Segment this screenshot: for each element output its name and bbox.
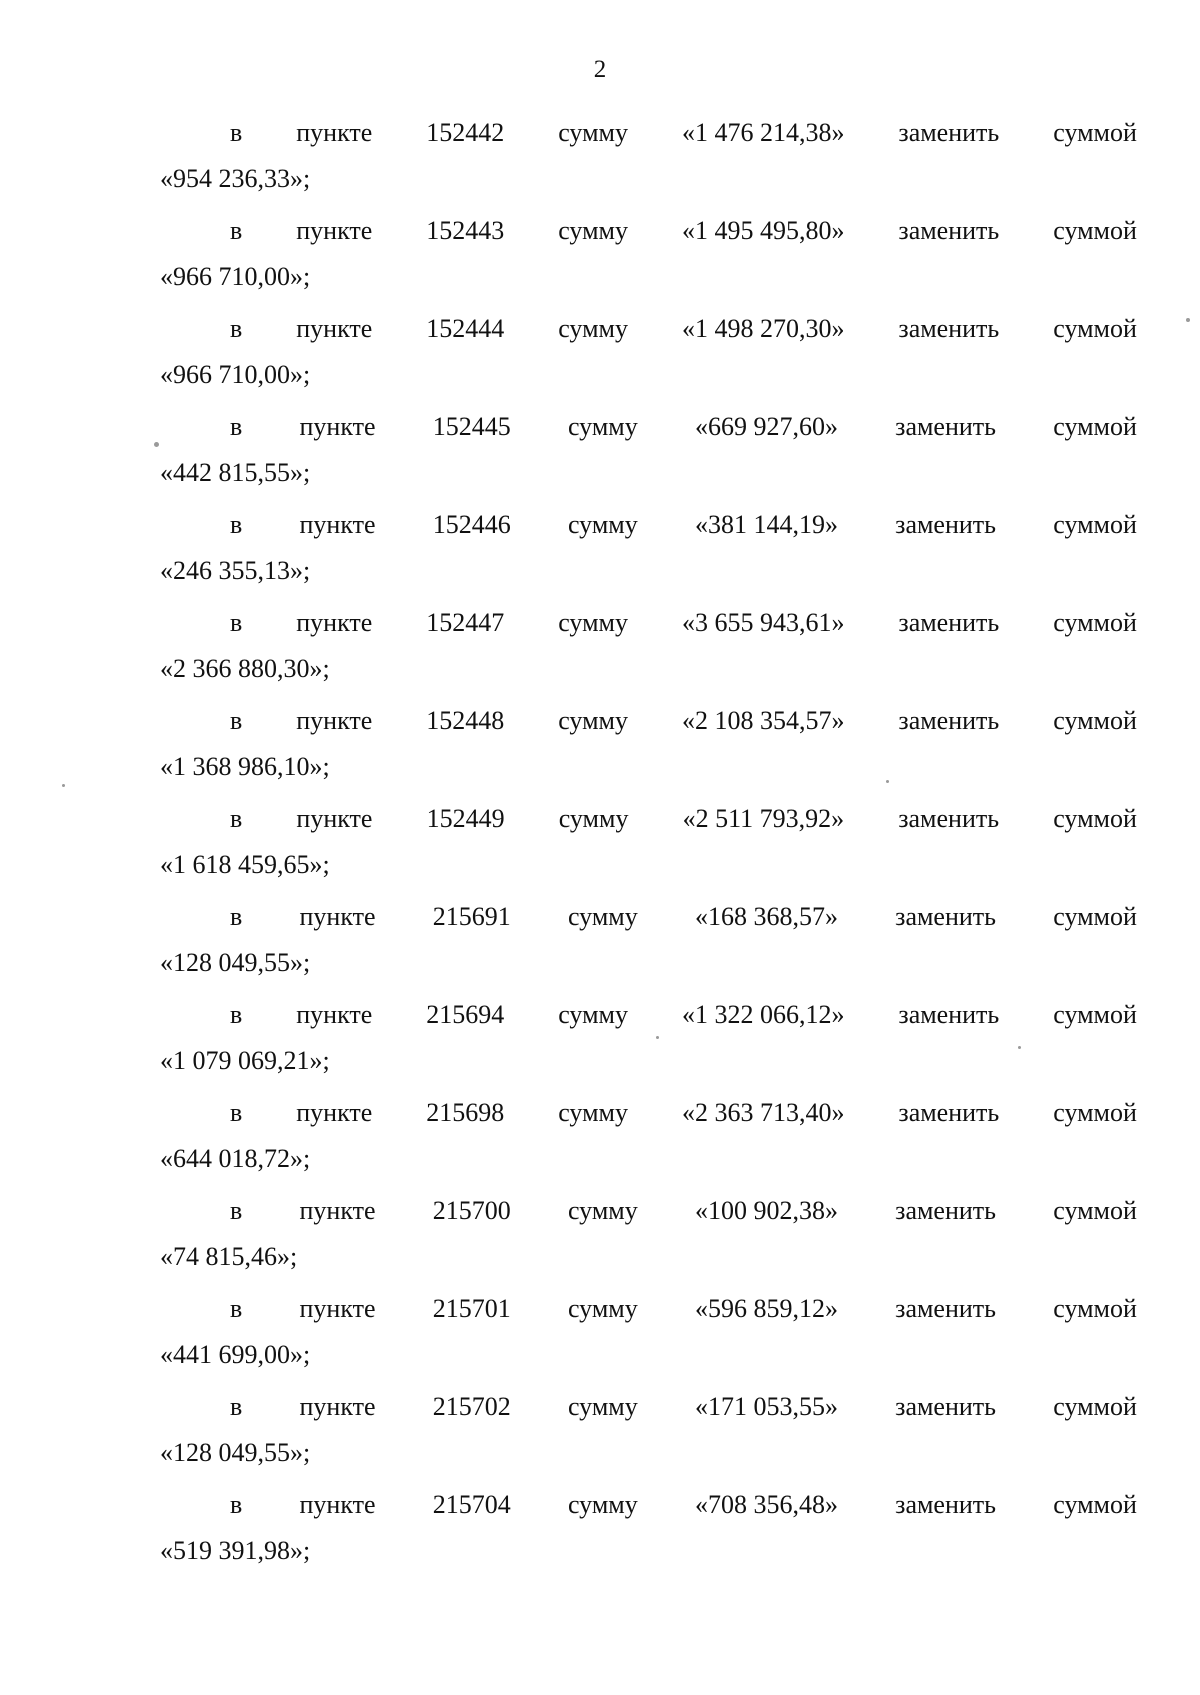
scan-speck	[886, 780, 889, 783]
item-number: 152447	[426, 608, 505, 637]
with-sum-word: суммой	[1053, 1098, 1137, 1127]
in-word: в	[230, 216, 243, 245]
item-word: пункте	[296, 1098, 373, 1127]
old-sum: «100 902,38»	[694, 1196, 838, 1225]
item-number: 215698	[426, 1098, 505, 1127]
with-sum-word: суммой	[1053, 314, 1137, 343]
new-sum: «954 236,33»;	[160, 164, 311, 193]
with-sum-word: суммой	[1053, 118, 1137, 147]
item-number: 152449	[426, 804, 505, 833]
amendment-line	[230, 216, 1137, 246]
replace-word: заменить	[898, 314, 1000, 343]
in-word: в	[230, 608, 243, 637]
item-number: 152442	[426, 118, 505, 147]
sum-word: сумму	[567, 412, 638, 441]
scan-speck	[1018, 1046, 1021, 1049]
with-sum-word: суммой	[1053, 1392, 1137, 1421]
item-word: пункте	[299, 1196, 376, 1225]
sum-word: сумму	[558, 608, 628, 637]
amendment-line	[230, 608, 1137, 638]
item-number: 215694	[426, 1000, 505, 1029]
in-word: в	[230, 118, 243, 147]
amendment-item	[0, 1294, 1200, 1394]
new-sum: «966 710,00»;	[160, 360, 311, 389]
amendment-line	[230, 412, 1137, 442]
item-word: пункте	[299, 902, 376, 931]
sum-word: сумму	[558, 804, 629, 833]
with-sum-word: суммой	[1053, 216, 1137, 245]
item-number: 152448	[426, 706, 505, 735]
item-word: пункте	[296, 314, 373, 343]
with-sum-word: суммой	[1053, 902, 1137, 931]
replace-word: заменить	[898, 118, 1000, 147]
replace-word: заменить	[895, 902, 997, 931]
item-number: 152445	[432, 412, 511, 441]
in-word: в	[230, 1294, 243, 1323]
item-word: пункте	[296, 216, 373, 245]
item-word: пункте	[296, 706, 373, 735]
sum-word: сумму	[567, 1392, 638, 1421]
in-word: в	[230, 804, 243, 833]
old-sum: «1 476 214,38»	[681, 118, 845, 147]
new-sum: «519 391,98»;	[160, 1536, 311, 1565]
new-sum: «1 618 459,65»;	[160, 850, 330, 879]
sum-word: сумму	[558, 314, 628, 343]
old-sum: «3 655 943,61»	[681, 608, 845, 637]
replace-word: заменить	[895, 1294, 997, 1323]
sum-word: сумму	[567, 1196, 638, 1225]
amendment-line	[230, 1196, 1137, 1226]
new-sum: «74 815,46»;	[160, 1242, 298, 1271]
with-sum-word: суммой	[1053, 1196, 1137, 1225]
sum-word: сумму	[558, 1000, 628, 1029]
scan-speck	[656, 1036, 659, 1039]
replace-word: заменить	[895, 412, 997, 441]
in-word: в	[230, 412, 243, 441]
old-sum: «1 495 495,80»	[681, 216, 845, 245]
amendment-item	[0, 510, 1200, 610]
item-word: пункте	[299, 510, 376, 539]
with-sum-word: суммой	[1053, 510, 1137, 539]
old-sum: «171 053,55»	[694, 1392, 838, 1421]
scan-speck	[1186, 318, 1190, 322]
item-number: 152443	[426, 216, 505, 245]
in-word: в	[230, 1000, 243, 1029]
item-word: пункте	[296, 608, 373, 637]
amendment-item	[0, 902, 1200, 1002]
sum-word: сумму	[558, 216, 628, 245]
amendment-item	[0, 412, 1200, 512]
in-word: в	[230, 1098, 243, 1127]
new-sum: «1 368 986,10»;	[160, 752, 330, 781]
page-number: 2	[593, 56, 607, 83]
in-word: в	[230, 706, 243, 735]
in-word: в	[230, 510, 243, 539]
old-sum: «2 511 793,92»	[682, 804, 845, 833]
with-sum-word: суммой	[1053, 412, 1137, 441]
old-sum: «2 108 354,57»	[681, 706, 845, 735]
amendment-line	[230, 1392, 1137, 1422]
with-sum-word: суммой	[1053, 706, 1137, 735]
replace-word: заменить	[898, 804, 1000, 833]
amendment-line	[230, 1294, 1137, 1324]
with-sum-word: суммой	[1053, 1294, 1137, 1323]
new-sum: «1 079 069,21»;	[160, 1046, 330, 1075]
sum-word: сумму	[567, 1490, 638, 1519]
replace-word: заменить	[898, 1000, 1000, 1029]
item-word: пункте	[299, 1490, 376, 1519]
amendment-item	[0, 1000, 1200, 1100]
in-word: в	[230, 902, 243, 931]
amendment-line	[230, 118, 1137, 148]
amendment-item	[0, 1490, 1200, 1590]
item-word: пункте	[299, 1392, 376, 1421]
amendment-line	[230, 510, 1137, 540]
replace-word: заменить	[898, 608, 1000, 637]
in-word: в	[230, 1392, 243, 1421]
old-sum: «2 363 713,40»	[681, 1098, 845, 1127]
sum-word: сумму	[567, 510, 638, 539]
new-sum: «442 815,55»;	[160, 458, 311, 487]
with-sum-word: суммой	[1053, 804, 1137, 833]
new-sum: «441 699,00»;	[160, 1340, 311, 1369]
item-number: 152444	[426, 314, 505, 343]
item-word: пункте	[299, 412, 376, 441]
amendment-line	[230, 804, 1137, 834]
new-sum: «246 355,13»;	[160, 556, 311, 585]
item-number: 215702	[432, 1392, 511, 1421]
amendment-item	[0, 216, 1200, 316]
item-word: пункте	[296, 118, 373, 147]
with-sum-word: суммой	[1053, 608, 1137, 637]
new-sum: «128 049,55»;	[160, 1438, 311, 1467]
item-number: 215691	[432, 902, 511, 931]
item-number: 152446	[432, 510, 511, 539]
replace-word: заменить	[898, 706, 1000, 735]
amendment-item	[0, 118, 1200, 218]
amendment-item	[0, 1196, 1200, 1296]
sum-word: сумму	[558, 118, 628, 147]
scan-speck	[154, 442, 159, 447]
amendment-line	[230, 706, 1137, 736]
in-word: в	[230, 1490, 243, 1519]
item-word: пункте	[296, 804, 373, 833]
old-sum: «596 859,12»	[694, 1294, 838, 1323]
amendment-item	[0, 804, 1200, 904]
in-word: в	[230, 314, 243, 343]
amendment-item	[0, 314, 1200, 414]
replace-word: заменить	[895, 1196, 997, 1225]
amendment-item	[0, 1392, 1200, 1492]
item-word: пункте	[296, 1000, 373, 1029]
old-sum: «381 144,19»	[694, 510, 838, 539]
with-sum-word: суммой	[1053, 1000, 1137, 1029]
sum-word: сумму	[567, 902, 638, 931]
old-sum: «708 356,48»	[694, 1490, 838, 1519]
amendment-line	[230, 1000, 1137, 1030]
item-number: 215700	[432, 1196, 511, 1225]
old-sum: «168 368,57»	[694, 902, 838, 931]
new-sum: «644 018,72»;	[160, 1144, 311, 1173]
sum-word: сумму	[558, 1098, 628, 1127]
amendment-item	[0, 706, 1200, 806]
old-sum: «669 927,60»	[694, 412, 838, 441]
amendment-line	[230, 1490, 1137, 1520]
replace-word: заменить	[895, 510, 997, 539]
item-number: 215701	[432, 1294, 511, 1323]
amendment-item	[0, 608, 1200, 708]
new-sum: «966 710,00»;	[160, 262, 311, 291]
replace-word: заменить	[898, 1098, 1000, 1127]
old-sum: «1 322 066,12»	[681, 1000, 845, 1029]
replace-word: заменить	[898, 216, 1000, 245]
item-number: 215704	[432, 1490, 511, 1519]
amendment-item	[0, 1098, 1200, 1198]
replace-word: заменить	[895, 1392, 997, 1421]
item-word: пункте	[299, 1294, 376, 1323]
amendment-line	[230, 314, 1137, 344]
new-sum: «128 049,55»;	[160, 948, 311, 977]
in-word: в	[230, 1196, 243, 1225]
sum-word: сумму	[558, 706, 628, 735]
sum-word: сумму	[567, 1294, 638, 1323]
amendment-line	[230, 902, 1137, 932]
replace-word: заменить	[895, 1490, 997, 1519]
new-sum: «2 366 880,30»;	[160, 654, 330, 683]
old-sum: «1 498 270,30»	[681, 314, 845, 343]
scan-speck	[62, 784, 65, 787]
amendment-line	[230, 1098, 1137, 1128]
with-sum-word: суммой	[1053, 1490, 1137, 1519]
